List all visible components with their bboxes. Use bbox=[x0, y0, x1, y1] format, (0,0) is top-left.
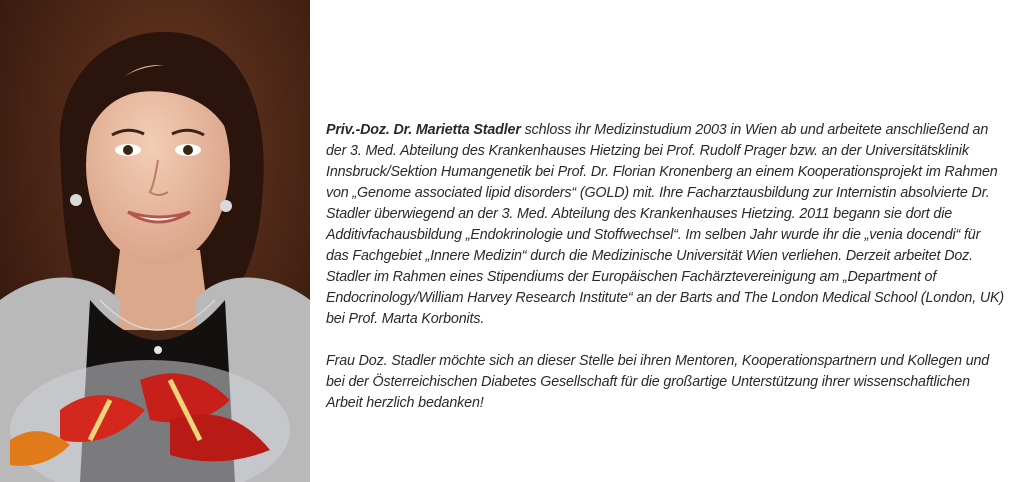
biography bbox=[326, 120, 1006, 414]
biography-paragraph-2: Frau Doz. Stadler möchte sich an dieser Stelle bei ihren Mentoren, Kooperationspartnern und Kollegen und bei der Österreichischen Diabetes Gesellschaft für die großartige Unterstützung ihrer wissenschaftlichen Arbeit herzlich bedanken! bbox=[326, 353, 990, 411]
biography-paragraph-1-text: schloss ihr Medizinstudium 2003 in Wien ab und arbeitete anschließend an der 3. Med. Abteilung des Krankenhauses Hietzing bei Prof. Rudolf Prager bzw. an der Universitätsklinik Innsbruck/Sektion Humangenetik bei Prof. Dr. Florian Kronenberg an einem Kooperationsprojekt im Rahmen von „Genome associated lipid disorders“ (GOLD) mit. Ihre Facharztausbildung zur Internistin absolvierte Dr. Stadler überwiegend an der 3. Med. Abteilung des Krankenhauses Hietzing. 2011 begann sie dort die Additivfachausbildung „Endokrinologie und Stoffwechsel“. Im selben Jahr wurde ihr die „venia docendi“ für das Fachgebiet „Innere Medizin“ durch die Medizinische Universität Wien verliehen. Derzeit arbeitet Doz. Stadler im Rahmen eines Stipendiums der Europäischen Fachärztevereinigung am „Department of Endocrinology/William Harvey Research Institute“ an der Barts and The London Medical School (London, UK) bei Prof. Marta Korbonits. bbox=[326, 122, 1005, 327]
person-name: Priv.-Doz. Dr. Marietta Stadler bbox=[326, 122, 521, 138]
portrait-illustration bbox=[0, 0, 310, 482]
biography-paragraph-1 bbox=[326, 120, 1006, 330]
portrait-photo bbox=[0, 0, 310, 482]
